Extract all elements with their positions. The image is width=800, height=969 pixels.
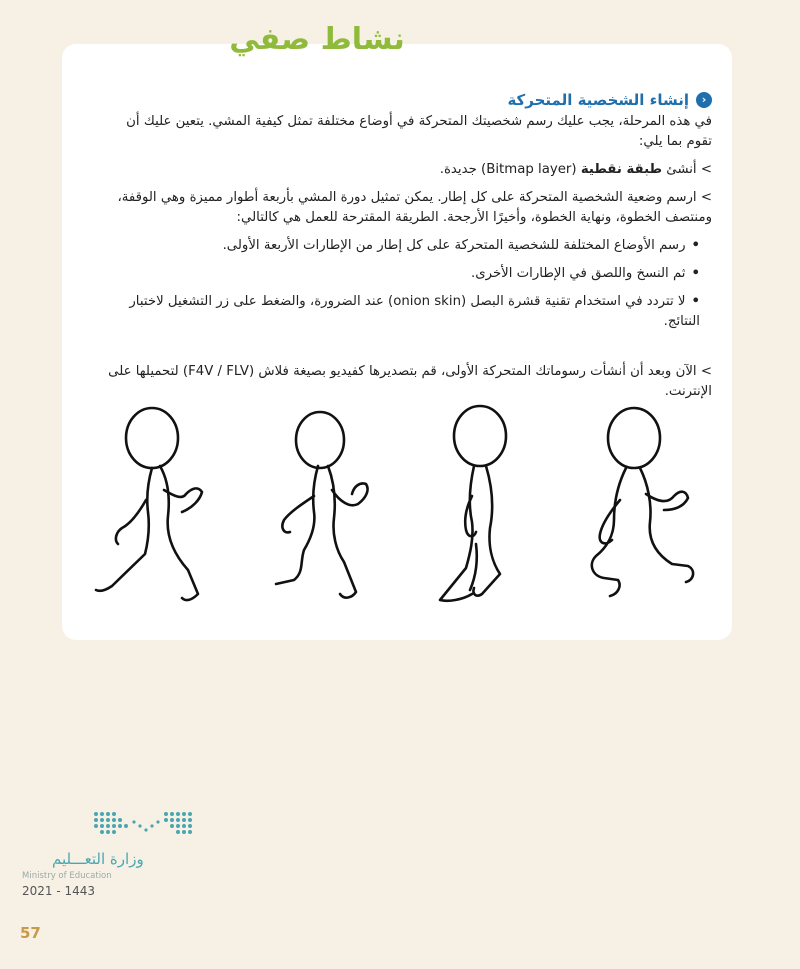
- walk-cycle-figures: [90, 404, 710, 614]
- step-1-bold: طبقة نقطية: [580, 162, 663, 177]
- bullet-list: [100, 236, 712, 332]
- ministry-name-en: Ministry of Education: [22, 871, 112, 881]
- walk-figure-4: [560, 404, 710, 610]
- ministry-logo: [90, 808, 200, 838]
- step-3: > الآن وبعد أن أنشأت رسوماتك المتحركة الأولى، قم بتصديرها كفيديو بصيغة فلاش (F4V / FLV) لتحميلها على الإنترنت.: [108, 364, 712, 399]
- bullet-item: • رسم الأوضاع المختلفة للشخصية المتحركة على كل إطار من الإطارات الأربعة الأولى.: [100, 236, 700, 256]
- step-1: [100, 160, 712, 180]
- step-1-prefix: > أنشئ: [662, 162, 712, 177]
- page-number: 57: [20, 924, 41, 942]
- walk-figure-2: [260, 404, 410, 610]
- section-heading-text: إنشاء الشخصية المتحركة: [507, 91, 689, 109]
- ministry-name-ar: وزارة التعـــليم: [52, 850, 144, 868]
- section-heading: [100, 90, 712, 110]
- walk-figure-3: [420, 404, 570, 610]
- section-content: [100, 90, 712, 410]
- activity-title: نشاط صفي: [229, 22, 405, 57]
- bullet-item: • ثم النسخ واللصق في الإطارات الأخرى.: [100, 264, 700, 284]
- step-2: > ارسم وضعية الشخصية المتحركة على كل إطار. يمكن تمثيل دورة المشي بأربعة أطوار مميزة وهي الوقفة، ومنتصف الخطوة، ونهاية الخطوة، وأخيرًا الأرجحة. الطريقة المقترحة للعمل هي كالتالي:: [117, 190, 712, 225]
- walk-figure-1: [90, 404, 240, 610]
- intro-paragraph: في هذه المرحلة، يجب عليك رسم شخصيتك المتحركة في أوضاع مختلفة تمثل كيفية المشي. يتعين عليك أن تقوم بما يلي:: [126, 114, 712, 149]
- step-1-suffix: (Bitmap layer) جديدة.: [439, 162, 581, 177]
- bullet-item: • لا تتردد في استخدام تقنية قشرة البصل (onion skin) عند الضرورة، والضغط على زر التشغيل لاختبار النتائج.: [100, 292, 700, 332]
- chevron-left-icon: ‹: [696, 92, 712, 108]
- edition-year: 2021 - 1443: [22, 884, 96, 898]
